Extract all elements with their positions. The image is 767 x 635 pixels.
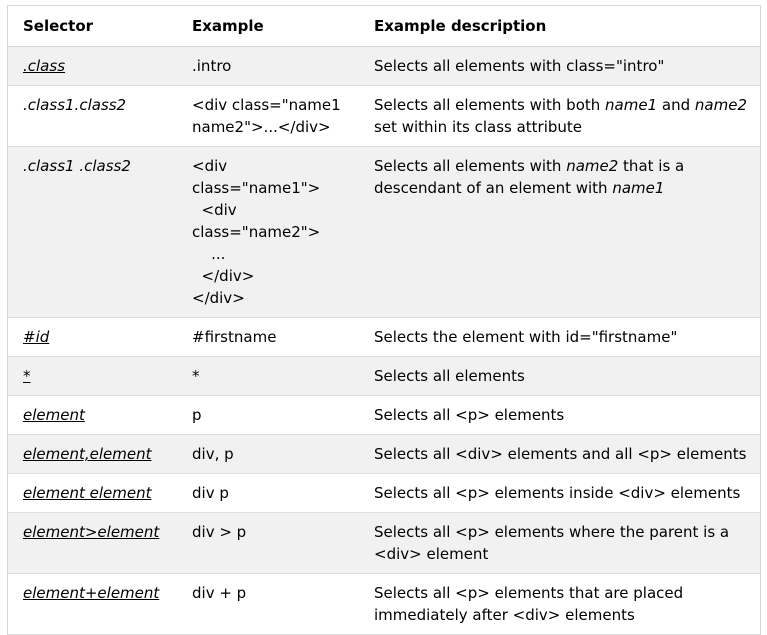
selector-cell xyxy=(8,574,177,635)
example-cell: #firstname xyxy=(177,318,359,357)
description-text: Selects all <p> elements xyxy=(374,406,565,424)
selector-link[interactable]: element+element xyxy=(23,584,160,602)
selector-cell xyxy=(8,147,177,318)
description-cell xyxy=(359,86,760,147)
description-cell xyxy=(359,357,760,396)
example-cell: div, p xyxy=(177,435,359,474)
description-cell xyxy=(359,474,760,513)
selector-link[interactable]: element,element xyxy=(23,445,152,463)
header-selector: Selector xyxy=(8,6,177,47)
selector-text: .class1.class2 xyxy=(23,96,127,114)
description-text: Selects all elements with both xyxy=(374,96,606,114)
selector-cell xyxy=(8,396,177,435)
selector-link[interactable]: #id xyxy=(23,328,50,346)
table-row xyxy=(8,396,760,435)
description-text: Selects all <p> elements that are placed immediately after <div> elements xyxy=(374,584,684,624)
selector-reference-table xyxy=(8,6,760,635)
description-text: Selects all <div> elements and all <p> elements xyxy=(374,445,747,463)
example-cell: p xyxy=(177,396,359,435)
table-row xyxy=(8,574,760,635)
description-cell xyxy=(359,147,760,318)
selector-text: .class1 .class2 xyxy=(23,157,131,175)
description-emphasis: name2 xyxy=(566,157,619,175)
selector-link[interactable]: element>element xyxy=(23,523,160,541)
table-row xyxy=(8,357,760,396)
description-text: Selects the element with id="firstname" xyxy=(374,328,678,346)
table-row xyxy=(8,435,760,474)
selector-link[interactable]: element element xyxy=(23,484,152,502)
table-row xyxy=(8,47,760,86)
selector-cell xyxy=(8,47,177,86)
example-cell: <div class="name1"> <div class="name2"> ... </div> </div> xyxy=(177,147,359,318)
table-row xyxy=(8,147,760,318)
description-text: set within its class attribute xyxy=(374,118,583,136)
selector-cell xyxy=(8,86,177,147)
description-emphasis: name1 xyxy=(605,96,658,114)
header-example: Example xyxy=(177,6,359,47)
selector-reference-table-wrapper xyxy=(7,5,761,635)
table-body xyxy=(8,47,760,635)
selector-cell xyxy=(8,357,177,396)
example-cell: * xyxy=(177,357,359,396)
description-cell xyxy=(359,47,760,86)
description-cell xyxy=(359,396,760,435)
description-text: Selects all elements with xyxy=(374,157,567,175)
selector-link[interactable]: element xyxy=(23,406,85,424)
table-row xyxy=(8,318,760,357)
selector-link[interactable]: .class xyxy=(23,57,66,75)
description-text: that is a descendant of an element with xyxy=(374,157,685,197)
description-text: Selects all elements xyxy=(374,367,525,385)
example-cell: div + p xyxy=(177,574,359,635)
description-text: and xyxy=(657,96,695,114)
description-cell xyxy=(359,318,760,357)
header-description: Example description xyxy=(359,6,760,47)
table-row xyxy=(8,474,760,513)
table-row xyxy=(8,513,760,574)
table-row xyxy=(8,86,760,147)
description-text: Selects all <p> elements where the parent is a <div> element xyxy=(374,523,730,563)
description-emphasis: name2 xyxy=(694,96,747,114)
selector-cell xyxy=(8,435,177,474)
description-emphasis: name1 xyxy=(612,179,665,197)
description-text: Selects all <p> elements inside <div> elements xyxy=(374,484,741,502)
description-cell xyxy=(359,435,760,474)
example-cell: .intro xyxy=(177,47,359,86)
description-text: Selects all elements with class="intro" xyxy=(374,57,665,75)
selector-link[interactable]: * xyxy=(23,367,31,385)
selector-cell xyxy=(8,474,177,513)
table-header-row xyxy=(8,6,760,47)
description-cell xyxy=(359,513,760,574)
example-cell: <div class="name1 name2">...</div> xyxy=(177,86,359,147)
selector-cell xyxy=(8,513,177,574)
selector-cell xyxy=(8,318,177,357)
example-cell: div p xyxy=(177,474,359,513)
example-cell: div > p xyxy=(177,513,359,574)
description-cell xyxy=(359,574,760,635)
